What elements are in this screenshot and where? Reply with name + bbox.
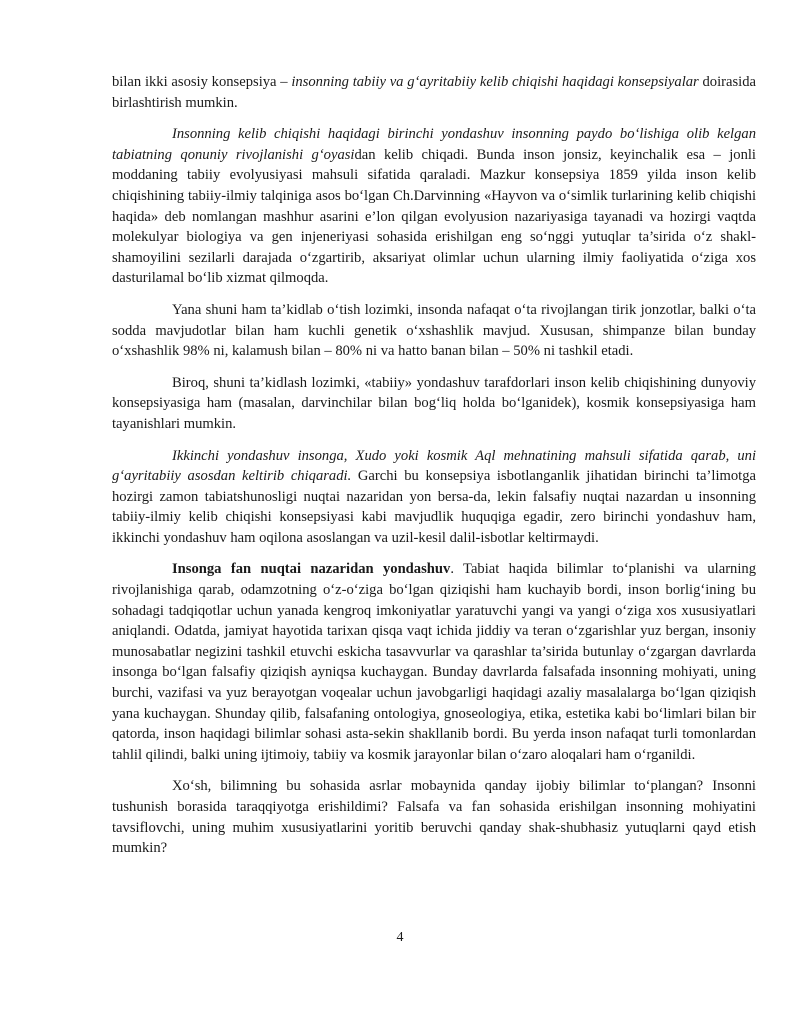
paragraph-natural-supporters: Biroq, shuni ta’kidlash lozimki, «tabiiy» yondashuv tarafdorlari inson kelib chiqishining dunyoviy konsepsiyasiga ham (masalan, darvinchilar bilan bog‘liq holda bo‘lganidek), kosmik konsepsiyasiga ham tayanishlari mumkin. [112, 374, 756, 432]
page-number: 4 [396, 930, 404, 945]
paragraph-questions: Xo‘sh, bilimning bu sohasida asrlar mobaynida qanday ijobiy bilimlar to‘plangan? Insonni tushunish borasida taraqqiyotga erishildimi? Falsafa va fan sohasida erishilgan insonning mohiyatini tavsiflovchi, uning muhim xususiyatlarini yoritib beruvchi qanday shak-shubhasiz yutuqlarni qayd etish mumkin? [112, 778, 756, 857]
text-run: . Tabiat haqida bilimlar to‘planishi va ularning rivojlanishiga qarab, odamzotning o‘z-o‘ziga bo‘lgan qiziqishi ham kuchayib bordi, inson borlig‘ining bu sohadagi tadqiqotlar uchun yanada kengroq imkoniyatlar yaratuvchi yangi va yangi o‘ziga xos xususiyatlari aniqlandi. Odatda, jamiyat hayotida tarixan qisqa vaqt ichida jiddiy va teran o‘zgarishlar yuz bergan, insoniy munosabatlar negizini tashkil etuvchi eskicha tasavvurlar va qarashlar ta’sirida butunlay o‘zgargan davrlarda insonga bo‘lgan falsafiy qiziqish ayniqsa kuchaygan. Bunday davrlarda falsafada insonning mohiyati, uning burchi, vazifasi va yuz berayotgan voqealar uchun javobgarligi haqidagi azaliy masalalarga bo‘lgan qiziqish yana kuchaygan. Shunday qilib, falsafaning ontologiya, gnoseologiya, etika, estetika kabi bo‘limlari bilan bir qatorda, inson haqidagi bilimlar sohasi asta-sekin shakllanib bordi. Bu yerda inson nafaqat turli tomonlardan tahlil qilindi, balki uning ijtimoiy, tabiiy va kosmik jarayonlar bilan o‘zaro aloqalari ham o‘rganildi. [112, 561, 756, 763]
paragraph-genetic-similarity: Yana shuni ham ta’kidlab o‘tish lozimki, insonda nafaqat o‘ta rivojlangan tirik jonzotlar, balki o‘ta sodda mavjudotlar bilan ham kuchli genetik o‘xshashlik mavjud. Xususan, shimpanze bilan bunday o‘xshashlik 98% ni, kalamush bilan – 80% ni va hatto banan bilan – 50% ni tashkil etadi. [112, 301, 756, 360]
text-run: doirasida birlashtirish mumkin. [112, 74, 756, 111]
italic-run: Ikkinchi yondashuv insonga, Xudo yoki kosmik Aql mehnatining mahsuli sifatida qarab, uni g‘ayritabiiy asosdan keltirib chiqaradi. [112, 447, 756, 485]
text-run: Garchi bu konsepsiya isbotlanganlik jihatidan birinchi ta’limotga hozirgi zamon tabiatshunosligi nuqtai nazaridan yon bersa-da, lekin falsafiy nuqtai nazardan u insonning tabiiy-ilmiy kelib chiqishi konsepsiyasi kabi mavjudlik huquqiga egadir, zero birinchi yondashuv ham, ikkinchi yondashuv ham oqilona asoslangan va uzil-kesil dalil-isbotlar keltirmaydi. [112, 468, 756, 546]
text-run: dan kelib chiqadi. Bunda inson jonsiz, keyinchalik esa – jonli moddaning tabiiy evolyusiyasi mahsuli sifatida qaraladi. Mazkur konsepsiya 1859 yilda inson kelib chiqishining tabiiy-ilmiy talqiniga asos bo‘lgan Ch.Darvinning «Hayvon va o‘simlik turlarining kelib chiqishi haqida» deb nomlangan mashhur asarini e’lon qilgan evolyusion nazariyasiga tayanadi va hozirgi vaqtda molekulyar biologiya va gen injeneriyasi sohasida erishilgan eng so‘nggi yutuqlar ta’sirida o‘z shakl-shamoyilini sezilarli darajada o‘zgartirib, aksariyat olimlar uchun ularning ilmiy faoliyatida o‘ziga xos dasturilamal bo‘lib xizmat qilmoqda. [112, 146, 756, 287]
italic-run: Insonning kelib chiqishi haqidagi birinchi yondashuv insonning paydo bo‘lishiga olib kelgan tabiatning qonuniy rivojlanishi g‘oyasi [112, 126, 756, 163]
paragraph-second-approach [112, 446, 756, 549]
bold-heading-run: Insonga fan nuqtai nazaridan yondashuv [172, 561, 451, 578]
italic-run: insonning tabiiy va g‘ayritabiiy kelib chiqishi haqidagi konsepsiyalar [291, 74, 699, 90]
paragraph-first-approach [112, 124, 756, 289]
text-run: bilan ikki asosiy konsepsiya – [112, 74, 292, 90]
paragraph-intro [112, 72, 756, 113]
document-page [112, 72, 756, 870]
paragraph-science-approach [112, 559, 756, 765]
